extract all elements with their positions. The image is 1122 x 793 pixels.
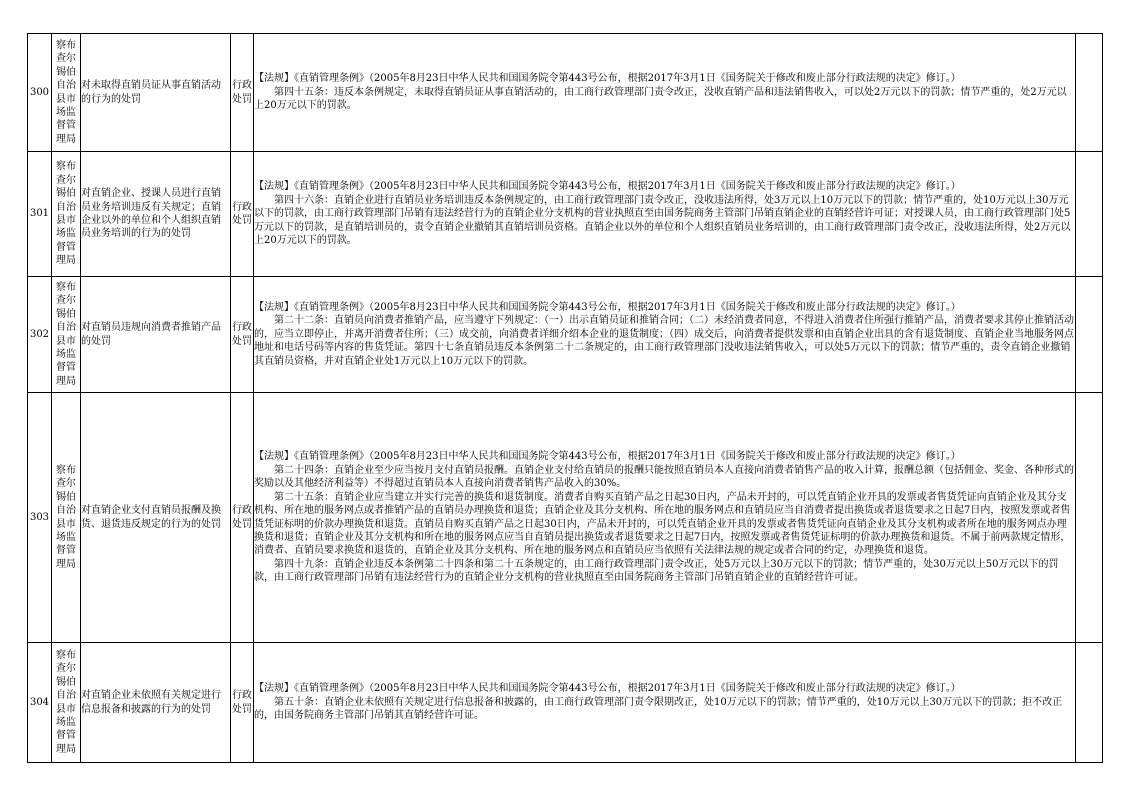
- legal-basis-cell: [254, 393, 1076, 643]
- basis-paragraph: 第五十条：直销企业未依照有关规定进行信息报备和披露的，由工商行政管理部门责令限期改正，处10万元以下的罚款；情节严重的，处10万元以上30万元以下的罚款；拒不改正的，由国务院商务主管部门吊销其直销经营许可证。: [254, 696, 1063, 722]
- remarks-cell: [1076, 152, 1103, 277]
- basis-paragraph: 【法规】《直销管理条例》（2005年8月23日中华人民共和国国务院令第443号公布，根据2017年3月1日《国务院关于修改和废止部分行政法规的决定》修订。）: [254, 451, 961, 463]
- remarks-cell: [1076, 277, 1103, 393]
- table-row: [28, 393, 1103, 643]
- basis-paragraph: 第四十六条：直销企业进行直销员业务培训违反本条例规定的，由工商行政管理部门责令改正，没收违法所得，处3万元以上10万元以下的罚款；情节严重的，处10万元以上30万元以下的罚款，由工商行政管理部门吊销有违法经营行为的直销企业分支机构的营业执照直至由国务院商务主管部门吊销直销企业的直销经营许可证；对授课人员，由工商行政管理部门处5万元以下的罚款，是直销培训员的，责令直销企业撤销其直销培训员资格。直销企业以外的单位和个人组织直销员业务培训的，由工商行政管理部门责令改正，没收违法所得，处2万元以上20万元以下的罚款。: [254, 194, 1071, 247]
- table-row: [28, 34, 1103, 152]
- item-name-cell: 对未取得直销员证从事直销活动的行为的处罚: [81, 34, 231, 152]
- penalty-type-cell: 行政处罚: [231, 643, 254, 763]
- penalty-table: [27, 33, 1103, 763]
- penalty-type-cell: 行政处罚: [231, 277, 254, 393]
- basis-paragraph: 【法规】《直销管理条例》（2005年8月23日中华人民共和国国务院令第443号公布，根据2017年3月1日《国务院关于修改和废止部分行政法规的决定》修订。）: [254, 181, 961, 193]
- basis-paragraph: 【法规】《直销管理条例》（2005年8月23日中华人民共和国国务院令第443号公布，根据2017年3月1日《国务院关于修改和废止部分行政法规的决定》修订。）: [254, 73, 961, 85]
- remarks-cell: [1076, 34, 1103, 152]
- penalty-type-cell: 行政处罚: [231, 393, 254, 643]
- legal-basis-cell: [254, 643, 1076, 763]
- basis-paragraph: 【法规】《直销管理条例》（2005年8月23日中华人民共和国国务院令第443号公布，根据2017年3月1日《国务院关于修改和废止部分行政法规的决定》修订。）: [254, 683, 961, 695]
- row-number: 301: [28, 152, 52, 277]
- basis-paragraph: 第四十九条：直销企业违反本条例第二十四条和第二十五条规定的，由工商行政管理部门责令改正，处5万元以上30万元以下的罚款；情节严重的，处30万元以上50万元以下的罚款，由工商行政管理部门吊销有违法经营行为的直销企业分支机构的营业执照直至由国务院商务主管部门吊销直销企业的直销经营许可证。: [254, 558, 1059, 584]
- item-name-cell: 对直销企业支付直销员报酬及换货、退货违反规定的行为的处罚: [81, 393, 231, 643]
- department-cell: 察布查尔锡伯自治县市场监督管理局: [52, 152, 81, 277]
- legal-basis-cell: [254, 152, 1076, 277]
- basis-paragraph: 第二十五条：直销企业应当建立并实行完善的换货和退货制度。消费者自购买直销产品之日起30日内，产品未开封的，可以凭直销企业开具的发票或者售货凭证向直销企业及其分支机构、所在地的服务网点或者推销产品的直销员办理换货和退货；直销企业及其分支机构、所在地的服务网点和直销员应当自消费者提出换货或者退货要求之日起7日内，按照发票或者售货凭证标明的价款办理换货和退货。直销员自购买直销产品之日起30日内，产品未开封的，可以凭直销企业开具的发票或者售货凭证向直销企业及其分支机构或者所在地的服务网点办理换货和退货；直销企业及其分支机构和所在地的服务网点应当自直销员提出换货或者退货要求之日起7日内，按照发票或者售货凭证标明的价款办理换货和退货。不属于前两款规定情形，消费者、直销员要求换货和退货的，直销企业及其分支机构、所在地的服务网点和直销员应当依照有关法律法规的规定或者合同的约定，办理换货和退货。: [254, 491, 1071, 557]
- table-row: [28, 277, 1103, 393]
- item-name-cell: 对直销员违规向消费者推销产品的处罚: [81, 277, 231, 393]
- remarks-cell: [1076, 393, 1103, 643]
- penalty-type-cell: 行政处罚: [231, 152, 254, 277]
- legal-basis-cell: [254, 34, 1076, 152]
- table-row: [28, 643, 1103, 763]
- legal-basis-cell: [254, 277, 1076, 393]
- department-cell: 察布查尔锡伯自治县市场监督管理局: [52, 34, 81, 152]
- item-name-cell: 对直销企业、授课人员进行直销员业务培训违反有关规定；直销企业以外的单位和个人组织直销员业务培训的行为的处罚: [81, 152, 231, 277]
- table-row: [28, 152, 1103, 277]
- department-cell: 察布查尔锡伯自治县市场监督管理局: [52, 643, 81, 763]
- row-number: 300: [28, 34, 52, 152]
- department-cell: 察布查尔锡伯自治县市场监督管理局: [52, 277, 81, 393]
- basis-paragraph: 第四十五条：违反本条例规定，未取得直销员证从事直销活动的，由工商行政管理部门责令改正，没收直销产品和违法销售收入，可以处2万元以下的罚款；情节严重的，处2万元以上20万元以下的罚款。: [254, 86, 1067, 112]
- basis-paragraph: 第二十四条：直销企业至少应当按月支付直销员报酬。直销企业支付给直销员的报酬只能按照直销员本人直接向消费者销售产品的收入计算，报酬总额（包括佣金、奖金、各种形式的奖励以及其他经济利益等）不得超过直销员本人直接向消费者销售产品收入的30%。: [254, 464, 1074, 490]
- department-cell: 察布查尔锡伯自治县市场监督管理局: [52, 393, 81, 643]
- basis-paragraph: 【法规】《直销管理条例》（2005年8月23日中华人民共和国国务院令第443号公布，根据2017年3月1日《国务院关于修改和废止部分行政法规的决定》修订。）: [254, 301, 961, 313]
- remarks-cell: [1076, 643, 1103, 763]
- penalty-type-cell: 行政处罚: [231, 34, 254, 152]
- basis-paragraph: 第二十二条：直销员向消费者推销产品，应当遵守下列规定：（一）出示直销员证和推销合同；（二）未经消费者同意，不得进入消费者住所强行推销产品，消费者要求其停止推销活动的，应当立即停止，并离开消费者住所；（三）成交前，向消费者详细介绍本企业的退货制度；（四）成交后，向消费者提供发票和由直销企业出具的含有退货制度、直销企业当地服务网点地址和电话号码等内容的售货凭证。第四十七条直销员违反本条例第二十二条规定的，由工商行政管理部门没收违法销售收入，可以处5万元以下的罚款；情节严重的，责令直销企业撤销其直销员资格，并对直销企业处1万元以上10万元以下的罚款。: [254, 315, 1074, 367]
- item-name-cell: 对直销企业未依照有关规定进行信息报备和披露的行为的处罚: [81, 643, 231, 763]
- row-number: 302: [28, 277, 52, 393]
- row-number: 304: [28, 643, 52, 763]
- row-number: 303: [28, 393, 52, 643]
